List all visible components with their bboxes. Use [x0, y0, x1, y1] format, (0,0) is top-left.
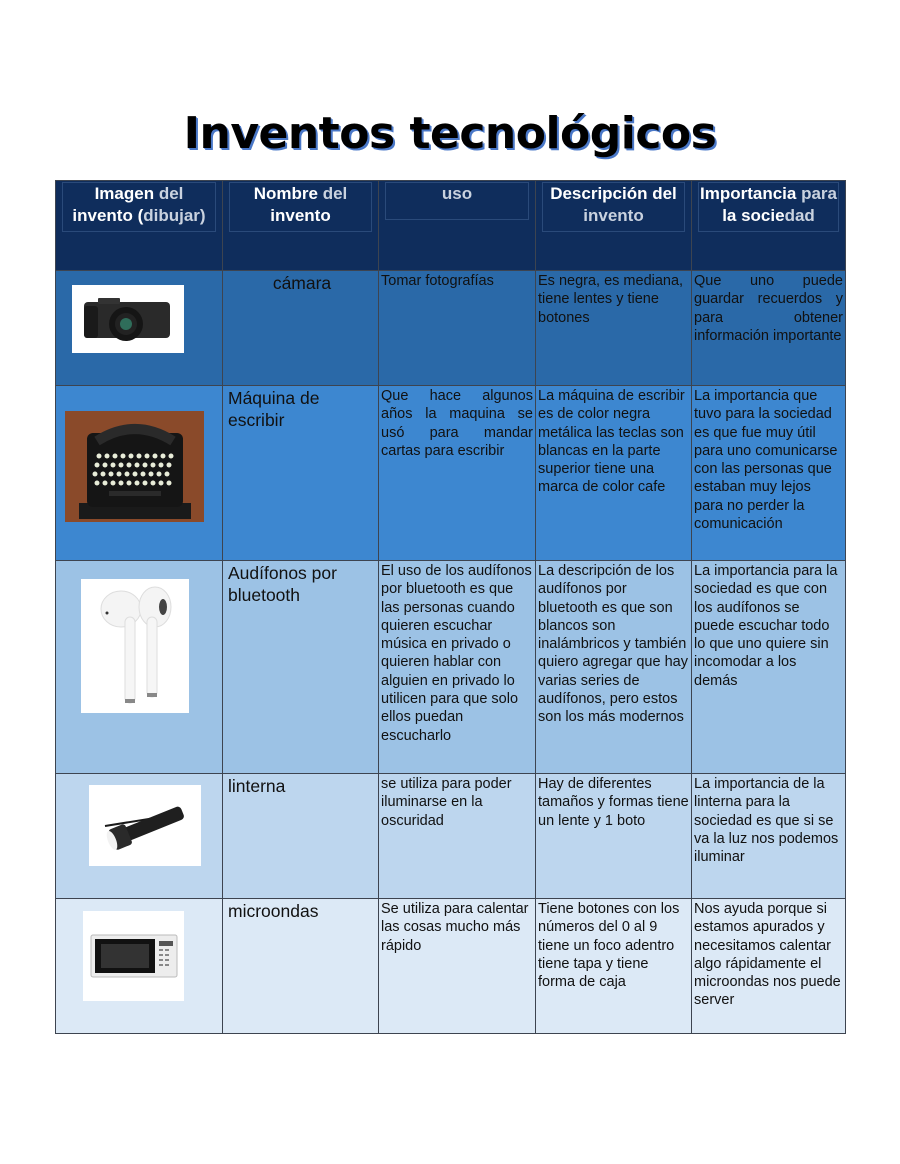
header-image: Imagen del invento (dibujar): [56, 181, 223, 271]
invention-name: microondas: [223, 899, 379, 1034]
descripcion-cell: Es negra, es mediana, tiene lentes y tiene botones: [536, 271, 692, 386]
typewriter-photo: [65, 411, 204, 522]
descripcion-cell: La máquina de escribir es de color negra metálica las teclas son blancas en la parte superior tiene una marca de color cafe: [536, 386, 692, 561]
importancia-cell: La importancia de la linterna para la sociedad es que si se va la luz nos podemos iluminar: [692, 774, 846, 899]
invention-name: Máquina de escribir: [223, 386, 379, 561]
table-row: [56, 386, 846, 561]
table-row: [56, 899, 846, 1034]
invention-name: linterna: [223, 774, 379, 899]
header-importancia: Importancia para la sociedad: [692, 181, 846, 271]
table-row: [56, 774, 846, 899]
image-cell: [56, 774, 223, 899]
image-cell: [56, 561, 223, 774]
page-title: Inventos tecnológicos: [183, 108, 717, 159]
importancia-cell: La importancia que tuvo para la sociedad es que fue muy útil para uno comunicarse con las personas que estaban muy lejos para no perder la comunicación: [692, 386, 846, 561]
descripcion-cell: Hay de diferentes tamaños y formas tiene un lente y 1 boto: [536, 774, 692, 899]
inventions-table: [55, 180, 846, 1034]
importancia-cell: Que uno puede guardar recuerdos y para obtener información importante: [692, 271, 846, 386]
image-cell: [56, 386, 223, 561]
table-row: [56, 561, 846, 774]
header-uso: uso: [379, 181, 536, 271]
image-cell: [56, 271, 223, 386]
flashlight-photo: [89, 785, 201, 866]
uso-cell: se utiliza para poder iluminarse en la oscuridad: [379, 774, 536, 899]
invention-name: cámara: [223, 271, 379, 386]
image-cell: [56, 899, 223, 1034]
earbuds-photo: [81, 579, 189, 713]
invention-name: Audífonos por bluetooth: [223, 561, 379, 774]
uso-cell: Que hace algunos años la maquina se usó para mandar cartas para escribir: [379, 386, 536, 561]
uso-cell: El uso de los audífonos por bluetooth es que las personas cuando quieren escuchar música en privado o quieren hablar con alguien en privado lo utilicen para que solo ellos puedan escucharlo: [379, 561, 536, 774]
uso-cell: Tomar fotografías: [379, 271, 536, 386]
importancia-cell: La importancia para la sociedad es que con los audífonos se puede escuchar todo lo que uno quiere sin incomodar a los demás: [692, 561, 846, 774]
header-row: [56, 181, 846, 271]
microwave-photo: [83, 911, 184, 1001]
header-descripcion: Descripción del invento: [536, 181, 692, 271]
uso-cell: Se utiliza para calentar las cosas mucho más rápido: [379, 899, 536, 1034]
camera-photo: [72, 285, 184, 353]
header-name: Nombre del invento: [223, 181, 379, 271]
descripcion-cell: La descripción de los audífonos por bluetooth es que son blancos son inalámbricos y también quiero agregar que hay varias series de audífonos, pero estos son los más modernos: [536, 561, 692, 774]
descripcion-cell: Tiene botones con los números del 0 al 9 tiene un foco adentro tiene tapa y tiene forma de caja: [536, 899, 692, 1034]
importancia-cell: Nos ayuda porque si estamos apurados y necesitamos calentar algo rápidamente el microondas nos puede server: [692, 899, 846, 1034]
table-row: [56, 271, 846, 386]
